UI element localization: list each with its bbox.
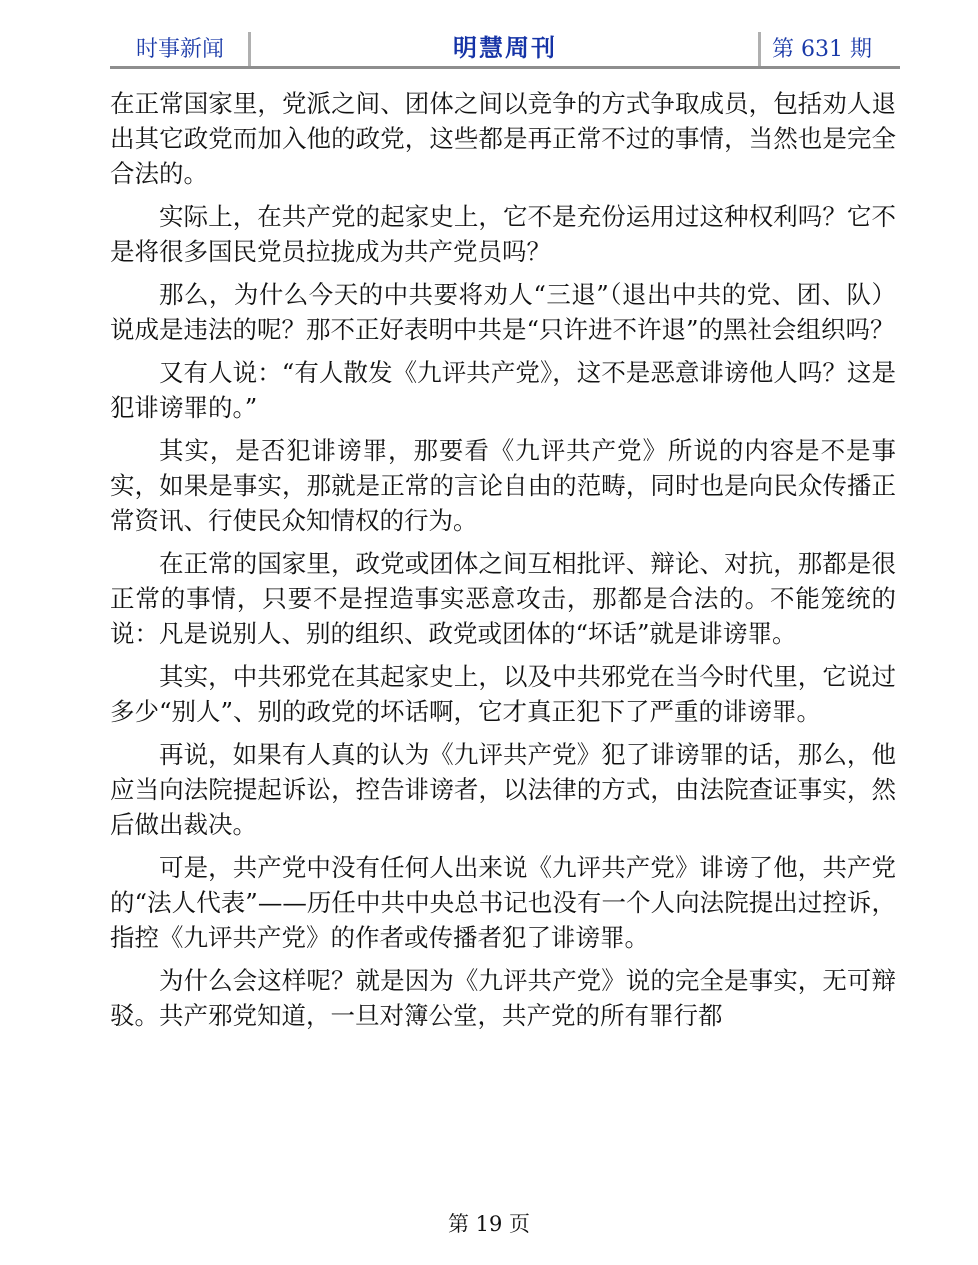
paragraph: 在正常的国家里，政党或团体之间互相批评、辩论、对抗，那都是很正常的事情，只要不是捏造事实恶意攻击，那都是合法的。不能笼统的说：凡是说别人、别的组织、政党或团体的“坏话”就是诽谤罪。 <box>110 549 896 648</box>
paragraph: 为什么会这样呢？就是因为《九评共产党》说的完全是事实，无可辩驳。共产邪党知道，一旦对簿公堂，共产党的所有罪行都 <box>110 966 896 1030</box>
page-header <box>110 26 900 69</box>
article-body <box>110 86 896 1041</box>
page-number: 第 19 页 <box>447 1212 531 1236</box>
issue-number: 第 631 期 <box>772 37 872 62</box>
paragraph: 实际上，在共产党的起家史上，它不是充份运用过这种权利吗？它不是将很多国民党员拉拢成为共产党员吗？ <box>110 202 896 266</box>
publication-title: 明慧周刊 <box>453 34 557 62</box>
header-divider-right <box>758 32 761 66</box>
paragraph: 其实，是否犯诽谤罪，那要看《九评共产党》所说的内容是不是事实，如果是事实，那就是正常的言论自由的范畴，同时也是向民众传播正常资讯、行使民众知情权的行为。 <box>110 436 896 535</box>
paragraph: 又有人说：“有人散发《九评共产党》，这不是恶意诽谤他人吗？这是犯诽谤罪的。” <box>110 358 896 422</box>
paragraph: 其实，中共邪党在其起家史上，以及中共邪党在当今时代里，它说过多少“别人”、别的政党的坏话啊，它才真正犯下了严重的诽谤罪。 <box>110 662 896 726</box>
paragraph: 那么，为什么今天的中共要将劝人“三退”（退出中共的党、团、队）说成是违法的呢？那不正好表明中共是“只许进不许退”的黑社会组织吗？ <box>110 280 896 344</box>
paragraph: 可是，共产党中没有任何人出来说《九评共产党》诽谤了他，共产党的“法人代表”——历任中共中央总书记也没有一个人向法院提出过控诉，指控《九评共产党》的作者或传播者犯了诽谤罪。 <box>110 853 896 952</box>
section-label: 时事新闻 <box>136 37 225 62</box>
paragraph: 再说，如果有人真的认为《九评共产党》犯了诽谤罪的话，那么，他应当向法院提起诉讼，控告诽谤者，以法律的方式，由法院查证事实，然后做出裁决。 <box>110 740 896 839</box>
paragraph: 在正常国家里，党派之间、团体之间以竞争的方式争取成员，包括劝人退出其它政党而加入他的政党，这些都是再正常不过的事情，当然也是完全合法的。 <box>110 89 896 188</box>
